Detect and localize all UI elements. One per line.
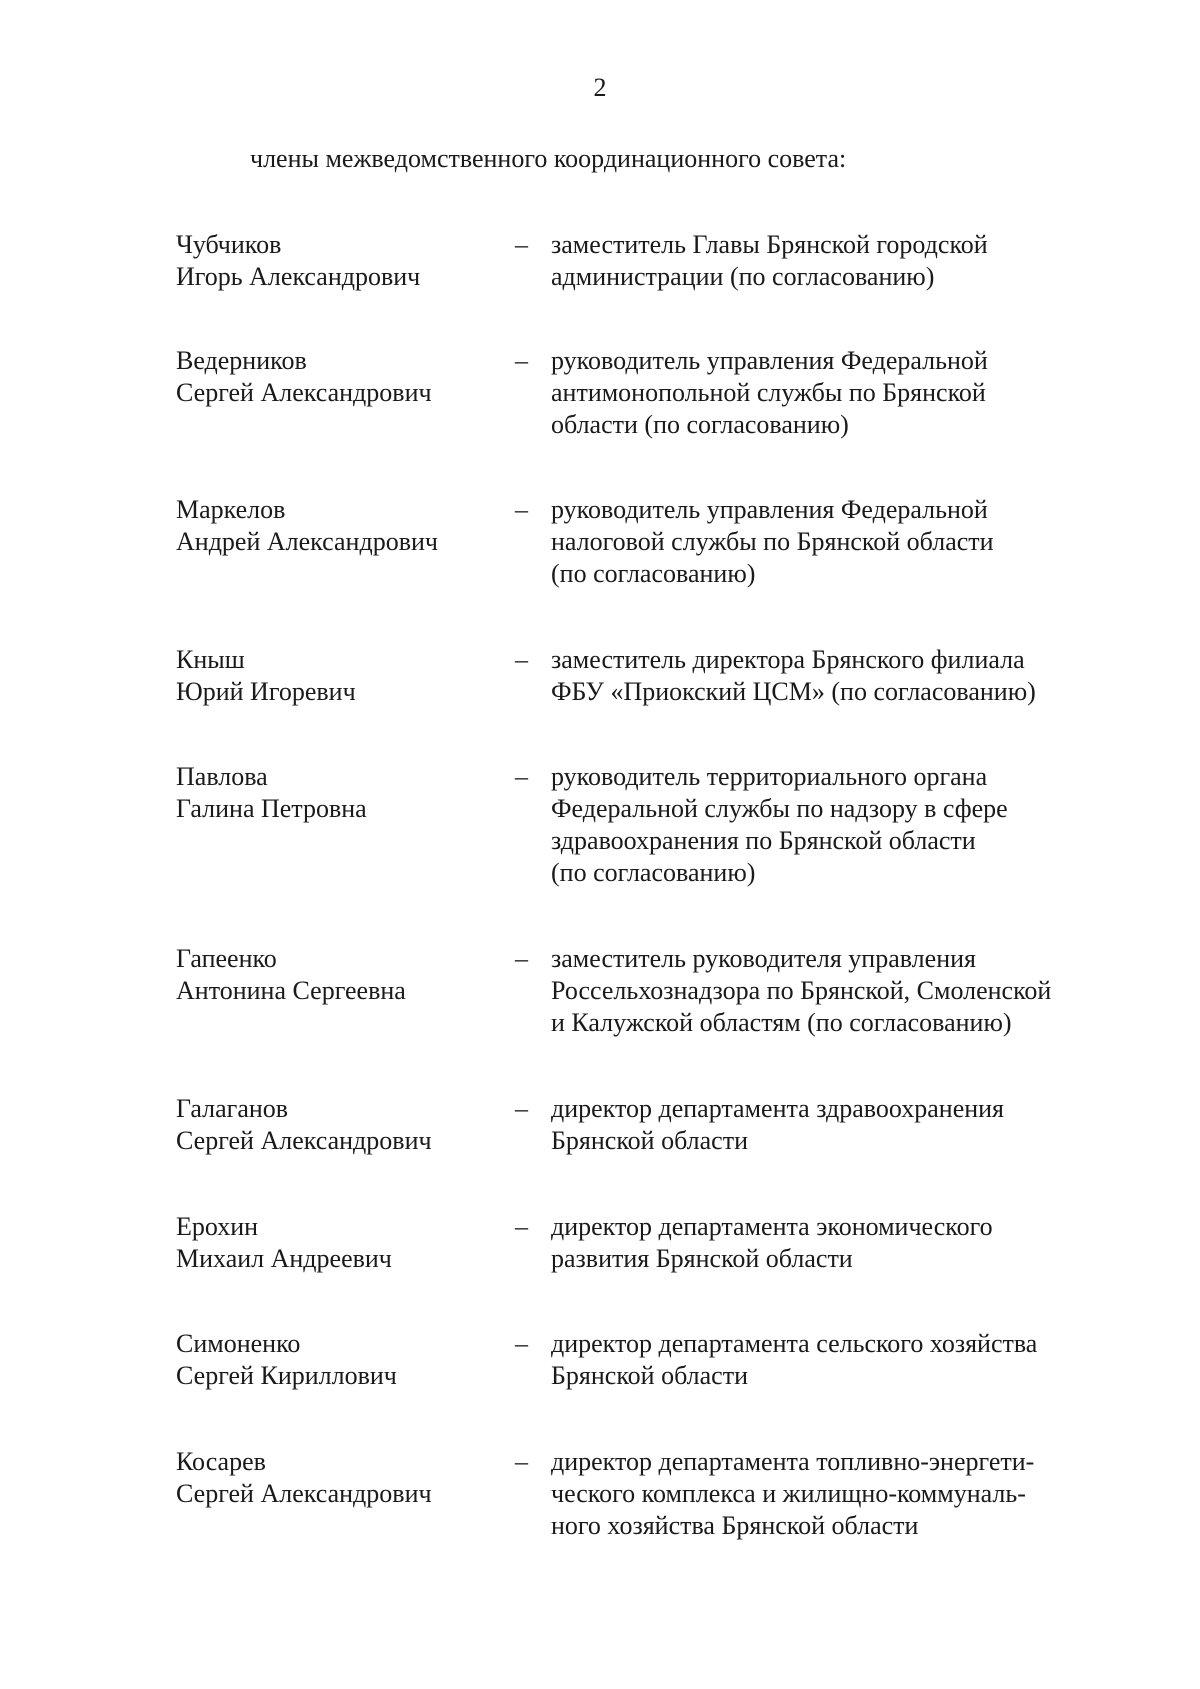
member-name bbox=[176, 229, 420, 293]
member-role bbox=[551, 1093, 1004, 1157]
member-surname: Кныш bbox=[176, 645, 245, 674]
dash-separator: – bbox=[515, 230, 528, 259]
dash-separator: – bbox=[515, 645, 528, 674]
member-role bbox=[551, 943, 1051, 1039]
role-line: директор департамента сельского хозяйства bbox=[551, 1329, 1038, 1358]
member-given-names: Сергей Александрович bbox=[176, 1126, 432, 1155]
member-given-names: Михаил Андреевич bbox=[176, 1244, 392, 1273]
member-surname: Галаганов bbox=[176, 1094, 289, 1123]
member-given-names: Сергей Кириллович bbox=[176, 1361, 397, 1390]
dash-separator: – bbox=[515, 1212, 528, 1241]
member-surname: Косарев bbox=[176, 1447, 266, 1476]
role-line: антимонопольной службы по Брянской bbox=[551, 378, 986, 407]
role-line: Федеральной службы по надзору в сфере bbox=[551, 794, 1008, 823]
role-line: администрации (по согласованию) bbox=[551, 262, 935, 291]
member-surname: Павлова bbox=[176, 762, 268, 791]
member-role bbox=[551, 1328, 1037, 1392]
member-name bbox=[176, 1211, 392, 1275]
role-line: руководитель управления Федеральной bbox=[551, 495, 988, 524]
role-line: ного хозяйства Брянской области bbox=[551, 1511, 919, 1540]
role-line: (по согласованию) bbox=[551, 559, 756, 588]
role-line: Брянской области bbox=[551, 1126, 748, 1155]
role-line: налоговой службы по Брянской области bbox=[551, 527, 994, 556]
role-line: области (по согласованию) bbox=[551, 410, 849, 439]
member-role bbox=[551, 345, 988, 441]
role-line: (по согласованию) bbox=[551, 858, 756, 887]
dash-separator: – bbox=[515, 1447, 528, 1476]
member-name bbox=[176, 1328, 397, 1392]
role-line: Брянской области bbox=[551, 1361, 748, 1390]
section-heading: члены межведомственного координационного совета: bbox=[250, 144, 847, 173]
member-name bbox=[176, 943, 406, 1007]
member-given-names: Антонина Сергеевна bbox=[176, 976, 406, 1005]
member-given-names: Галина Петровна bbox=[176, 794, 367, 823]
member-given-names: Андрей Александрович bbox=[176, 527, 438, 556]
role-line: и Калужской областям (по согласованию) bbox=[551, 1008, 1012, 1037]
member-name bbox=[176, 761, 367, 825]
dash-separator: – bbox=[515, 762, 528, 791]
role-line: Россельхознадзора по Брянской, Смоленской bbox=[551, 976, 1052, 1005]
member-role bbox=[551, 494, 994, 590]
role-line: руководитель территориального органа bbox=[551, 762, 988, 791]
dash-separator: – bbox=[515, 1094, 528, 1123]
role-line: директор департамента топливно-энергети- bbox=[551, 1447, 1035, 1476]
member-name bbox=[176, 345, 432, 409]
role-line: директор департамента здравоохранения bbox=[551, 1094, 1005, 1123]
member-surname: Маркелов bbox=[176, 495, 286, 524]
role-line: ФБУ «Приокский ЦСМ» (по согласованию) bbox=[551, 677, 1036, 706]
role-line: заместитель Главы Брянской городской bbox=[551, 230, 988, 259]
member-given-names: Игорь Александрович bbox=[176, 262, 421, 291]
role-line: ческого комплекса и жилищно-коммуналь- bbox=[551, 1479, 1026, 1508]
role-line: заместитель директора Брянского филиала bbox=[551, 645, 1025, 674]
member-role bbox=[551, 644, 1036, 708]
member-surname: Чубчиков bbox=[176, 230, 282, 259]
member-surname: Ведерников bbox=[176, 346, 307, 375]
role-line: развития Брянской области bbox=[551, 1244, 853, 1273]
dash-separator: – bbox=[515, 346, 528, 375]
member-name bbox=[176, 1446, 432, 1510]
member-surname: Гапеенко bbox=[176, 944, 277, 973]
member-name bbox=[176, 494, 438, 558]
role-line: директор департамента экономического bbox=[551, 1212, 993, 1241]
member-surname: Ерохин bbox=[176, 1212, 259, 1241]
member-surname: Симоненко bbox=[176, 1329, 301, 1358]
member-given-names: Сергей Александрович bbox=[176, 378, 432, 407]
member-given-names: Сергей Александрович bbox=[176, 1479, 432, 1508]
member-role bbox=[551, 1211, 993, 1275]
dash-separator: – bbox=[515, 944, 528, 973]
member-name bbox=[176, 644, 356, 708]
dash-separator: – bbox=[515, 1329, 528, 1358]
member-given-names: Юрий Игоревич bbox=[176, 677, 356, 706]
dash-separator: – bbox=[515, 495, 528, 524]
member-role bbox=[551, 1446, 1034, 1542]
member-role bbox=[551, 229, 988, 293]
member-name bbox=[176, 1093, 432, 1157]
member-role bbox=[551, 761, 1008, 889]
role-line: здравоохранения по Брянской области bbox=[551, 826, 976, 855]
role-line: руководитель управления Федеральной bbox=[551, 346, 988, 375]
page-number: 2 bbox=[593, 73, 607, 102]
role-line: заместитель руководителя управления bbox=[551, 944, 976, 973]
